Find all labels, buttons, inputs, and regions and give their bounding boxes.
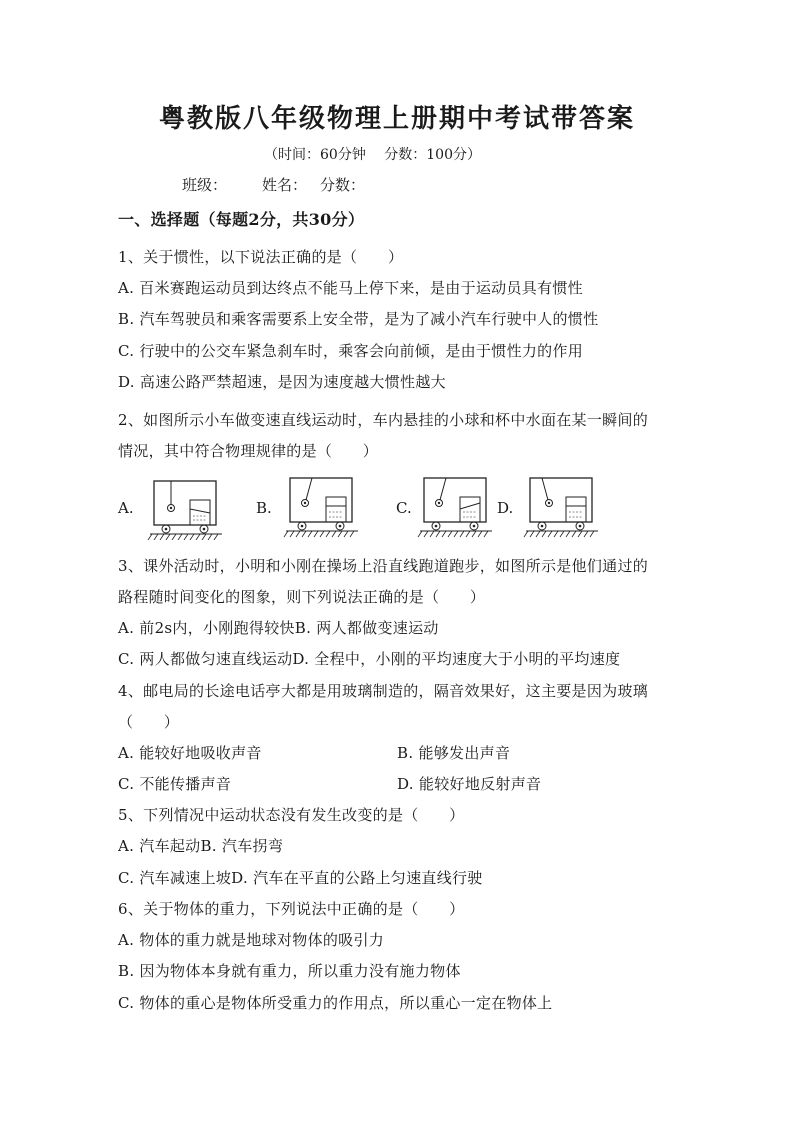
question-3-options-cd: C. 两人都做匀速直线运动D. 全程中，小刚的平均速度大于小明的平均速度	[118, 650, 621, 668]
question-2-stem-line1: 2、如图所示小车做变速直线运动时，车内悬挂的小球和杯中水面在某一瞬间的	[118, 411, 649, 429]
question-1-option-a: A. 百米赛跑运动员到达终点不能马上停下来，是由于运动员具有惯性	[118, 279, 583, 297]
question-1-option-d: D. 高速公路严禁超速，是因为速度越大惯性越大	[118, 373, 446, 391]
figure-label-d: D.	[497, 499, 514, 517]
cart-figure-d	[522, 472, 602, 540]
figure-label-a: A.	[118, 499, 134, 517]
question-5-options-ab: A. 汽车起动B. 汽车拐弯	[118, 837, 284, 855]
question-6-stem: 6、关于物体的重力，下列说法中正确的是（ ）	[118, 900, 465, 918]
question-6-option-c: C. 物体的重心是物体所受重力的作用点，所以重心一定在物体上	[118, 994, 553, 1012]
question-2-stem-line2: 情况，其中符合物理规律的是（ ）	[118, 442, 379, 460]
question-6-option-a: A. 物体的重力就是地球对物体的吸引力	[118, 931, 385, 949]
question-5-stem: 5、下列情况中运动状态没有发生改变的是（ ）	[118, 806, 465, 824]
question-6-option-b: B. 因为物体本身就有重力，所以重力没有施力物体	[118, 962, 461, 980]
question-1-option-c: C. 行驶中的公交车紧急刹车时，乘客会向前倾，是由于惯性力的作用	[118, 342, 584, 360]
question-3-stem-line1: 3、课外活动时，小明和小刚在操场上沿直线跑道跑步，如图所示是他们通过的	[118, 557, 649, 575]
question-5-options-cd: C. 汽车减速上坡D. 汽车在平直的公路上匀速直线行驶	[118, 869, 483, 887]
question-3-options-ab: A. 前2s内，小刚跑得较快B. 两人都做变速运动	[118, 619, 439, 637]
question-1-stem: 1、关于惯性，以下说法正确的是（ ）	[118, 248, 404, 266]
question-4-stem-line2: （ ）	[118, 713, 180, 731]
question-4-option-d: D. 能较好地反射声音	[397, 775, 542, 793]
score-label: 分数：	[320, 176, 366, 194]
question-4-option-a: A. 能较好地吸收声音	[118, 744, 262, 762]
question-4-option-c: C. 不能传播声音	[118, 775, 232, 793]
name-label: 姓名：	[262, 176, 308, 194]
question-4-stem-line1: 4、邮电局的长途电话亭大都是用玻璃制造的，隔音效果好，这主要是因为玻璃	[118, 682, 649, 700]
figure-label-c: C.	[396, 499, 412, 517]
class-label: 班级：	[182, 176, 228, 194]
exam-time-score: （时间：60分钟 分数：100分）	[264, 147, 481, 163]
section-title: 一、选择题（每题2分，共30分）	[118, 210, 365, 229]
question-3-stem-line2: 路程随时间变化的图象，则下列说法正确的是（ ）	[118, 588, 486, 606]
cart-figure-a	[146, 478, 226, 540]
cart-figure-b	[282, 472, 362, 540]
question-1-option-b: B. 汽车驾驶员和乘客需要系上安全带，是为了减小汽车行驶中人的惯性	[118, 310, 599, 328]
figure-label-b: B.	[256, 499, 272, 517]
cart-figure-c	[416, 472, 496, 540]
page-title: 粤教版八年级物理上册期中考试带答案	[158, 104, 635, 134]
question-4-option-b: B. 能够发出声音	[397, 744, 511, 762]
